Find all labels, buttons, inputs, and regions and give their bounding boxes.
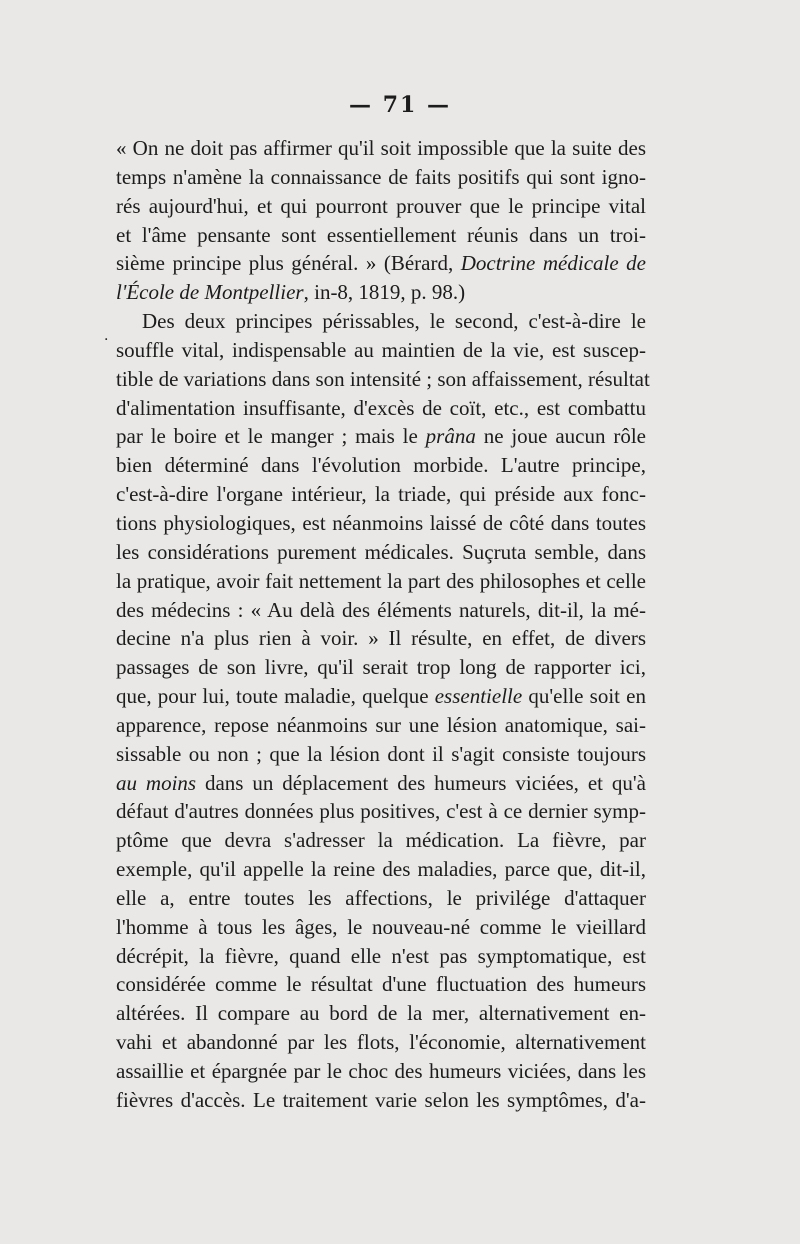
text-line: bien déterminé dans l'évolution morbide. L'autre principe, [116,453,646,478]
text-line: des médecins : « Au delà des éléments naturels, dit-il, la mé- [116,597,646,622]
text-line: sissable ou non ; que la lésion dont il s'agit consiste toujours [116,741,646,766]
text-line: considérée comme le résultat d'une fluctuation des humeurs [116,972,646,997]
text-line: Des deux principes périssables, le second, c'est-à-dire le [142,309,646,334]
text-line: temps n'amène la connaissance de faits positifs qui sont igno- [116,164,646,189]
text-line: par le boire et le manger ; mais le prâna ne joue aucun rôle [116,424,646,449]
text-line: ptôme que devra s'adresser la médication. La fièvre, par [116,828,646,853]
text-line: souffle vital, indispensable au maintien de la vie, est suscep- [116,337,646,362]
italic-term: prâna [425,424,476,449]
text-line: fièvres d'accès. Le traitement varie selon les symptômes, d'a- [116,1087,646,1112]
text-line: l'École de Montpellier, in-8, 1819, p. 98.) [116,280,466,305]
text-line: l'homme à tous les âges, le nouveau-né comme le vieillard [116,914,646,939]
text-line: exemple, qu'il appelle la reine des maladies, parce que, dit-il, [116,857,646,882]
text-line: au moins dans un déplacement des humeurs viciées, et qu'à [116,770,646,795]
text-line: c'est-à-dire l'organe intérieur, la triade, qui préside aux fonc- [116,482,646,507]
text-line: décrépit, la fièvre, quand elle n'est pas symptomatique, est [116,943,646,968]
text-line: passages de son livre, qu'il serait trop long de rapporter ici, [116,655,646,680]
page-number: — 71 — [349,92,451,118]
italic-term: essentielle [434,684,523,709]
text-line: « On ne doit pas affirmer qu'il soit impossible que la suite des [116,136,646,160]
italic-title: Doctrine médicale de [460,251,646,276]
text-line: elle a, entre toutes les affections, le privilége d'attaquer [116,885,646,910]
margin-mark: · [104,332,109,348]
italic-title: l'École de Montpellier [116,280,304,305]
body-text [116,134,650,1115]
text-line: tions physiologiques, est néanmoins laissé de côté dans toutes [116,510,646,535]
text-line: que, pour lui, toute maladie, quelque essentielle qu'elle soit en [116,684,646,709]
italic-term: au moins [116,770,197,795]
text-line: tible de variations dans son intensité ; son affaissement, résultat [116,366,650,391]
text-line: d'alimentation insuffisante, d'excès de coït, etc., est combattu [116,395,646,420]
text-line: altérées. Il compare au bord de la mer, alternativement en- [116,1001,646,1026]
text-line: sième principe plus général. » (Bérard, Doctrine médicale de [116,251,646,276]
text-line: les considérations purement médicales. Suçruta semble, dans [116,539,646,564]
text-line: decine n'a plus rien à voir. » Il résulte, en effet, de divers [116,626,646,651]
text-line: rés aujourd'hui, et qui pourront prouver que le principe vital [116,193,646,218]
text-line: la pratique, avoir fait nettement la part des philosophes et celle [116,568,646,593]
text-line: défaut d'autres données plus positives, c'est à ce dernier symp- [116,799,646,824]
text-line: assaillie et épargnée par le choc des humeurs viciées, dans les [116,1059,646,1083]
text-line: et l'âme pensante sont essentiellement réunis dans un troi- [116,222,646,247]
text-line: vahi et abandonné par les flots, l'économie, alternativement [116,1030,646,1055]
text-line: apparence, repose néanmoins sur une lésion anatomique, sai- [116,712,646,737]
